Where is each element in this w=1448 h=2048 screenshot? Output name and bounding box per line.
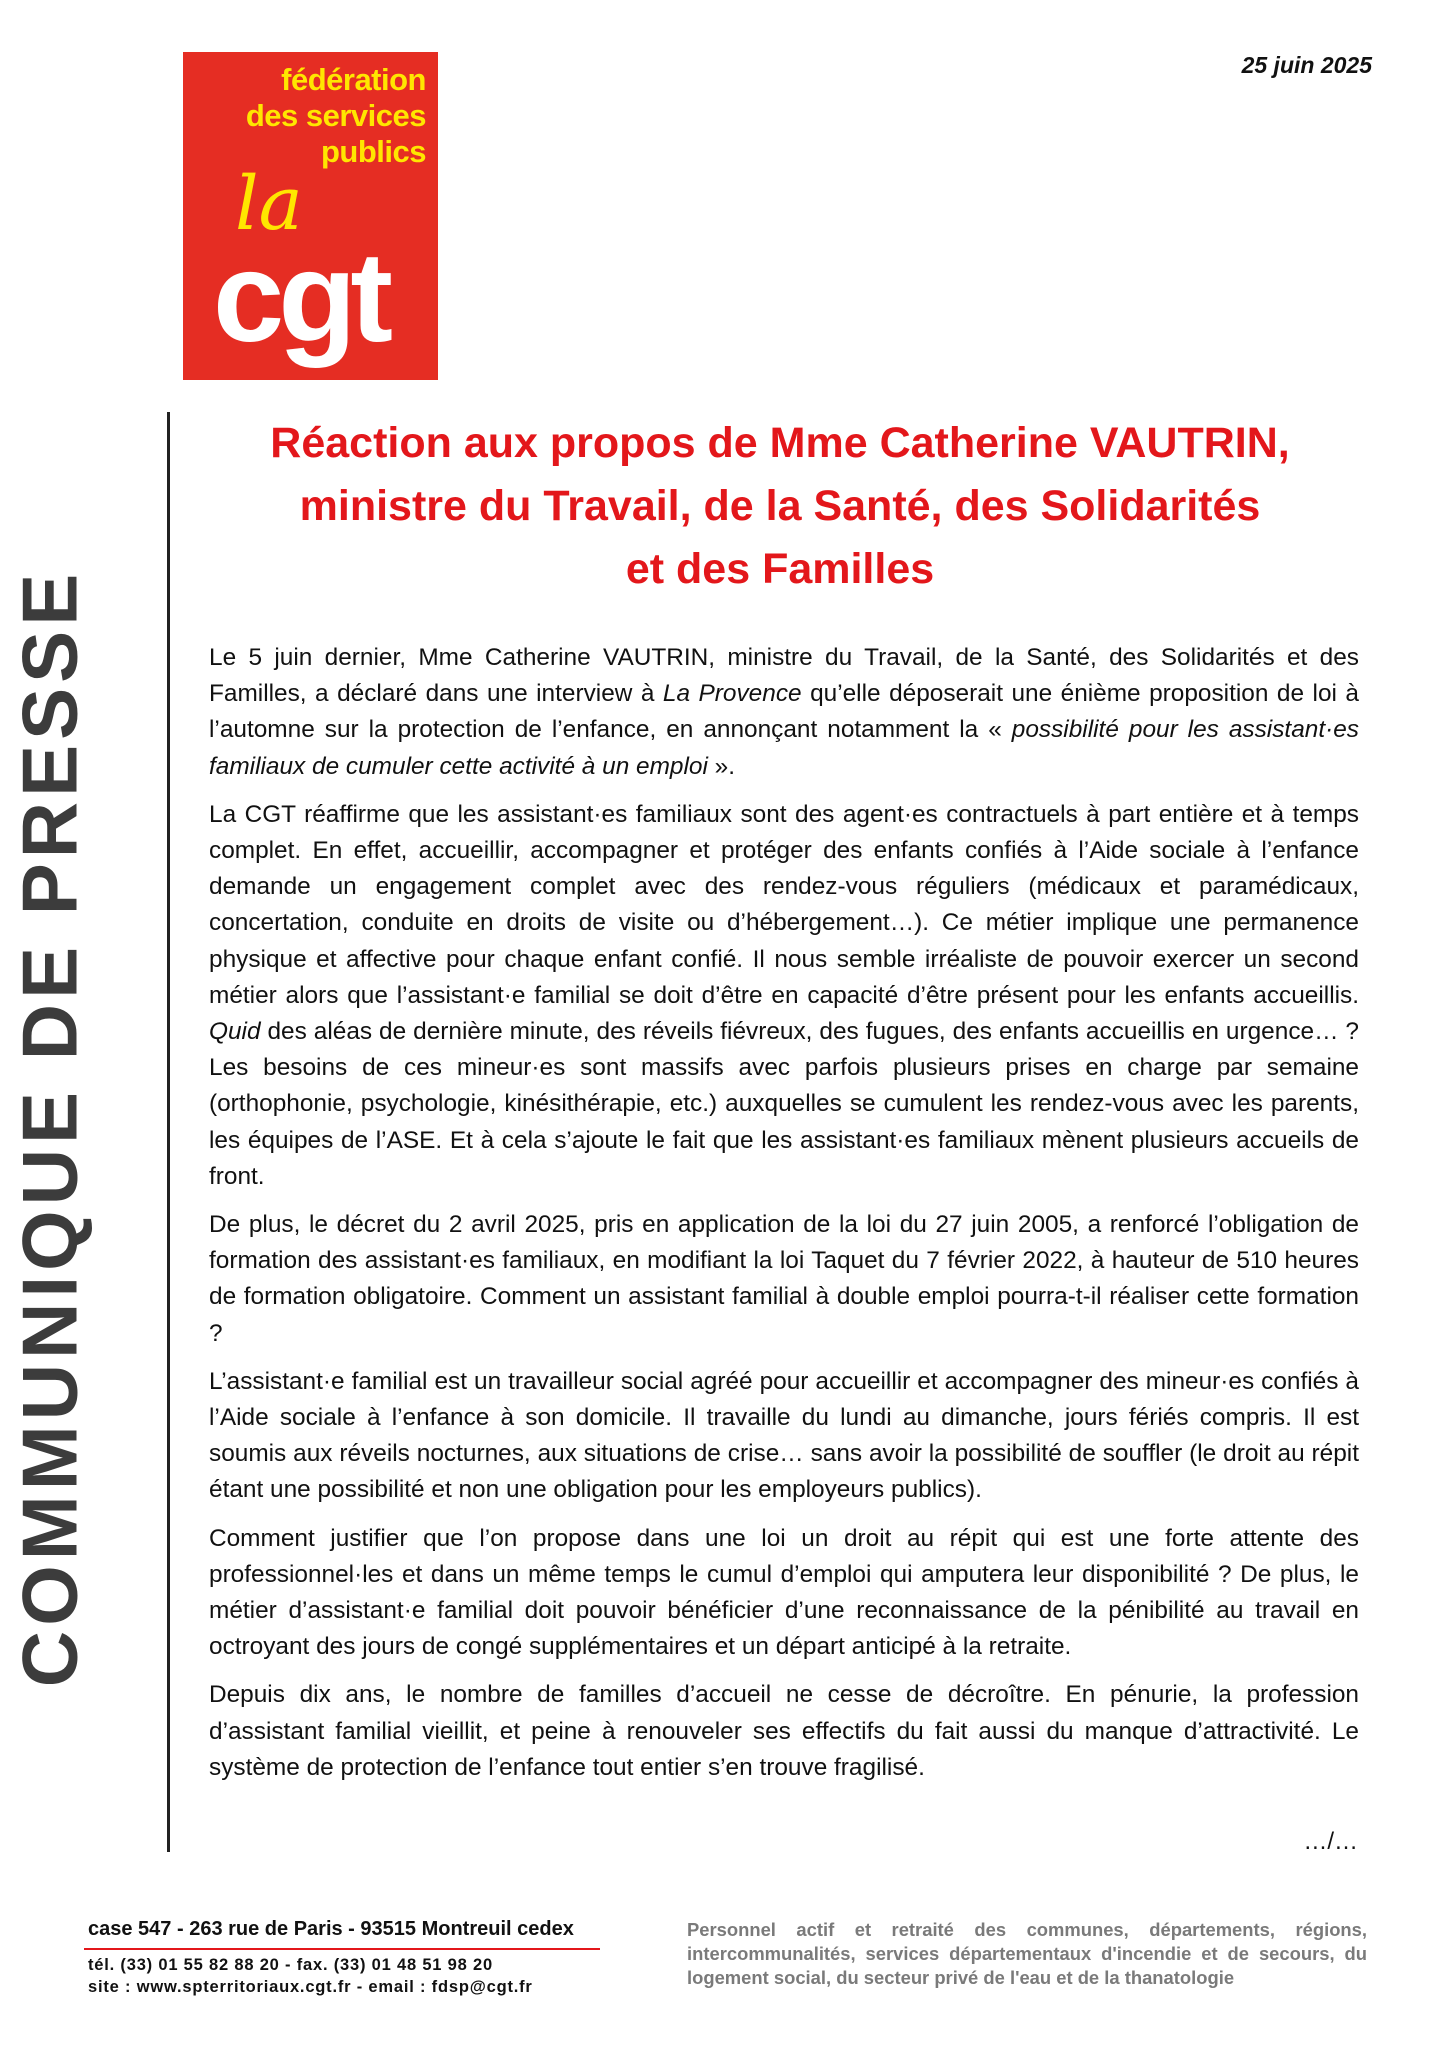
paragraph-5: Comment justifier que l’on propose dans une loi un droit au répit qui est une forte attente des professionnel·les et dans un même temps le cumul d’emploi qui amputera leur disponibilité ? De plus, le métier d’assistant·e familial doit pouvoir bénéficier d’une reconnaissance de la pénibilité au travail en octroyant des jours de congé supplémentaires et un départ anticipé à la retraite. bbox=[209, 1524, 1359, 1661]
title-line-3: et des Familles bbox=[625, 545, 935, 593]
footer-address: case 547 - 263 rue de Paris - 93515 Montreuil cedex bbox=[88, 1918, 574, 1940]
p1-quote: possibilité pour les assistant·es familiaux de cumuler cette activité à un emploi bbox=[209, 716, 1359, 780]
footer-divider bbox=[84, 1948, 600, 1950]
press-release-body bbox=[209, 640, 1359, 1798]
logo-line-services: des services bbox=[245, 98, 426, 133]
logo-wordmark: cgt bbox=[213, 226, 387, 369]
logo-line-federation: fédération bbox=[281, 62, 426, 97]
paragraph-1 bbox=[209, 640, 1359, 785]
paragraph-4: L’assistant·e familial est un travailleur social agréé pour accueillir et accompagner des mineur·es confiés à l’Aide sociale à l’enfance à son domicile. Il travaille du lundi au dimanche, jours fériés compris. Il est soumis aux réveils nocturnes, aux situations de crise… sans avoir la possibilité de souffler (le droit au répit étant une possibilité et non une obligation pour les employeurs publics). bbox=[209, 1367, 1359, 1504]
continuation-mark: …/… bbox=[1303, 1828, 1358, 1855]
paragraph-3: De plus, le décret du 2 avril 2025, pris en application de la loi du 27 juin 2005, a renforcé l’obligation de formation des assistant·es familiaux, en modifiant la loi Taquet du 7 février 2022, à hauteur de 510 heures de formation obligatoire. Comment un assistant familial à double emploi pourra-t-il réaliser cette formation ? bbox=[209, 1211, 1359, 1347]
title-line-2: ministre du Travail, de la Santé, des Solidarités bbox=[299, 482, 1261, 530]
title-line-1: Réaction aux propos de Mme Catherine VAUTRIN, bbox=[270, 419, 1290, 467]
p2-text-a: La CGT réaffirme que les assistant·es familiaux sont des agent·es contractuels à part entière et à temps complet. En effet, accueillir, accompagner et protéger des enfants confiés à l’Aide sociale à l’enfance demande un engagement complet avec des rendez-vous réguliers (médicaux et paramédicaux, concertation, conduite en droits de visite ou d’hébergement…). Ce métier implique une permanence physique et affective pour chaque enfant confié. Il nous semble irréaliste de pouvoir exercer un second métier alors que l’assistant·e familial se doit d’être en capacité d’être présent pour les enfants accueillis. bbox=[209, 800, 1359, 1009]
p1-text-c: qu’elle déposerait une énième proposition de loi à l’automne sur la protection de l’enfance, en annonçant notamment la « bbox=[209, 680, 1359, 744]
document-date: 25 juin 2025 bbox=[1241, 52, 1372, 78]
logo-text bbox=[246, 62, 426, 170]
footer-site: site : www.spterritoriaux.cgt.fr - email : fdsp@cgt.fr bbox=[88, 1978, 533, 1996]
footer-description: Personnel actif et retraité des communes, départements, régions, intercommunalités, services départementaux d'incendie et de secours, du logement social, du secteur privé de l'eau et de la thanatologie bbox=[687, 1919, 1367, 1988]
page-title bbox=[205, 412, 1355, 601]
paragraph-2 bbox=[209, 797, 1359, 1195]
vertical-title-text: COMMUNIQUE DE PRESSE bbox=[5, 568, 94, 1688]
p1-text-a: Le 5 juin dernier, Mme Catherine VAUTRIN, ministre du Travail, de la Santé, des Solidarités et des Familles, a déclaré dans une interview à bbox=[209, 644, 1359, 708]
cgt-logo bbox=[183, 52, 438, 380]
p1-newspaper-name: La Provence bbox=[662, 680, 802, 708]
p2-quid: Quid bbox=[209, 1018, 261, 1046]
logo-line-publics: publics bbox=[320, 134, 426, 169]
p1-text-e: ». bbox=[707, 752, 736, 780]
p2-text-c: des aléas de dernière minute, des réveils fiévreux, des fugues, des enfants accueillis en urgence… ? Les besoins de ces mineur·es sont massifs avec parfois plusieurs prises en charge par semaine (orthophonie, psychologie, kinésithérapie, etc.) auxquelles se cumulent les rendez-vous avec les parents, les équipes de l’ASE. Et à cela s’ajoute le fait que les assistant·es familiaux mènent plusieurs accueils de front. bbox=[209, 1018, 1359, 1190]
footer-contact bbox=[84, 1918, 600, 1998]
paragraph-6: Depuis dix ans, le nombre de familles d’accueil ne cesse de décroître. En pénurie, la profession d’assistant familial vieillit, et peine à renouveler ses effectifs du fait aussi du manque d’attractivité. Le système de protection de l’enfance tout entier s’en trouve fragilisé. bbox=[209, 1681, 1359, 1781]
footer-phone: tél. (33) 01 55 82 88 20 - fax. (33) 01 48 51 98 20 bbox=[88, 1956, 493, 1974]
logo-script-la: la bbox=[235, 161, 303, 247]
vertical-divider bbox=[167, 412, 170, 1852]
